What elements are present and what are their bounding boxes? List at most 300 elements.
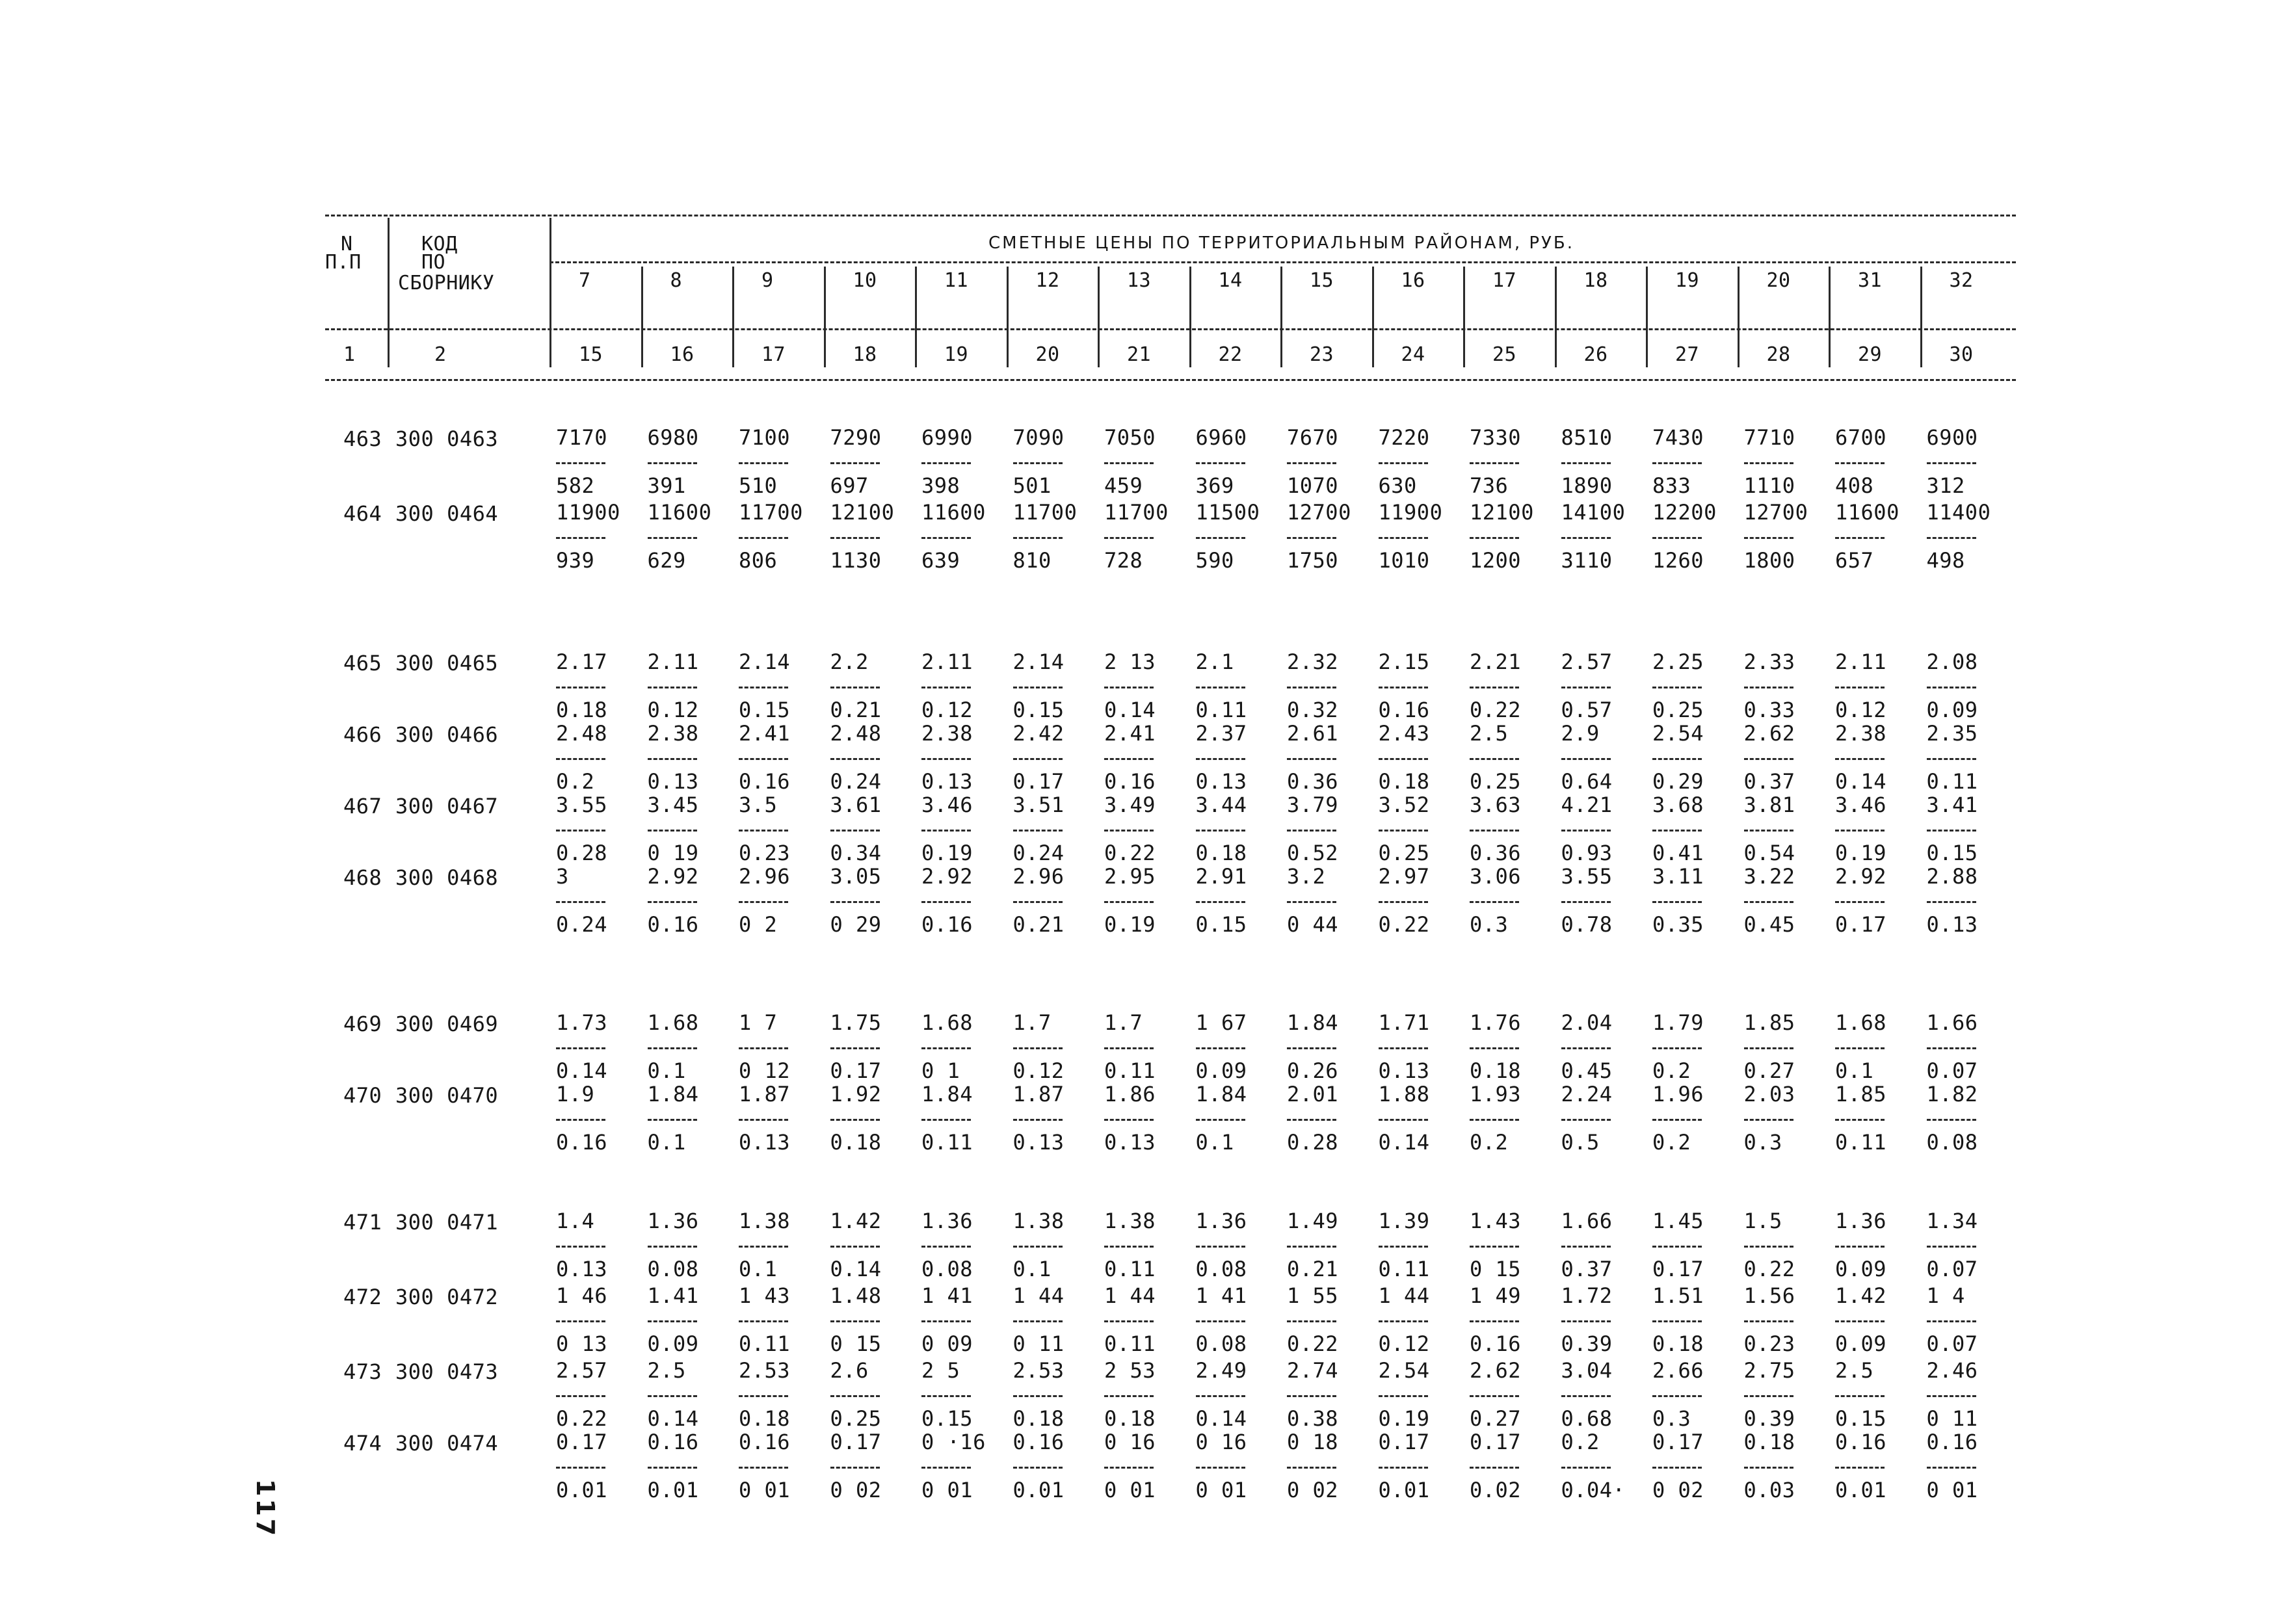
fraction-divider [1104, 1467, 1154, 1469]
price-value: 0.16 [739, 1430, 791, 1454]
fraction-divider [1013, 687, 1063, 688]
district-col-separator [732, 267, 734, 367]
district-number: 13 [1127, 269, 1152, 292]
fraction-divider [1561, 901, 1611, 903]
price-value: 7220 [1378, 425, 1430, 450]
wage-value: 0.16 [1378, 698, 1430, 722]
fraction-divider [1652, 758, 1702, 760]
fraction-divider [1196, 1467, 1245, 1469]
fraction-divider [1835, 1119, 1885, 1121]
price-value: 1.36 [1195, 1209, 1247, 1233]
price-value: 2.37 [1195, 721, 1247, 746]
price-value: 2 5 [921, 1358, 960, 1383]
wage-value: 0.09 [1926, 698, 1978, 722]
fraction-divider [739, 462, 788, 464]
fraction-divider [921, 1119, 971, 1121]
item-number: 467 [343, 794, 382, 819]
wage-value: 590 [1195, 548, 1234, 573]
price-value: 1.82 [1926, 1082, 1978, 1107]
wage-value: 0.18 [1378, 769, 1430, 794]
price-value: 6960 [1195, 425, 1247, 450]
fraction-divider [1744, 830, 1793, 832]
price-value: 1 41 [921, 1283, 973, 1308]
fraction-divider [556, 1320, 605, 1322]
price-value: 7670 [1287, 425, 1339, 450]
price-value: 2.92 [921, 864, 973, 889]
wage-value: 408 [1835, 473, 1874, 498]
fraction-divider [556, 1119, 605, 1121]
wage-value: 0.14 [1378, 1130, 1430, 1155]
fraction-divider [556, 687, 605, 688]
column-number: 25 [1492, 343, 1517, 366]
price-value: 1.36 [921, 1209, 973, 1233]
price-value: 1.85 [1743, 1010, 1795, 1035]
price-value: 2.75 [1743, 1358, 1795, 1383]
district-col-separator [1189, 267, 1191, 367]
wage-value: 0.17 [1012, 769, 1065, 794]
price-value: 1.84 [647, 1082, 699, 1107]
wage-value: 0.17 [1835, 912, 1887, 937]
price-value: 3.45 [647, 792, 699, 817]
price-value: 0 16 [1195, 1430, 1247, 1454]
wage-value: 0.28 [556, 841, 608, 865]
price-value: 1.96 [1652, 1082, 1704, 1107]
wage-value: 510 [739, 473, 778, 498]
fraction-divider [1013, 758, 1063, 760]
district-number: 10 [853, 269, 877, 292]
wage-value: 1260 [1652, 548, 1704, 573]
price-value: 2.1 [1195, 649, 1234, 674]
price-value: 0.17 [1470, 1430, 1522, 1454]
price-value: 2.5 [1835, 1358, 1874, 1383]
district-number: 7 [579, 269, 591, 292]
price-value: 1.36 [647, 1209, 699, 1233]
fraction-divider [1561, 462, 1611, 464]
header-top-rule [325, 215, 2016, 216]
fraction-divider [1561, 830, 1611, 832]
wage-value: 0.11 [1104, 1058, 1156, 1083]
price-value: 2.03 [1743, 1082, 1795, 1107]
wage-value: 0.12 [1012, 1058, 1065, 1083]
district-col-separator [1372, 267, 1374, 367]
district-number: 12 [1035, 269, 1060, 292]
fraction-divider [921, 1395, 971, 1397]
price-value: 2 53 [1104, 1358, 1156, 1383]
col-kod-label-2: ПО [421, 251, 446, 274]
wage-value: 0.13 [1012, 1130, 1065, 1155]
wage-value: 0.52 [1287, 841, 1339, 865]
wage-value: 736 [1470, 473, 1509, 498]
price-value: 1.92 [830, 1082, 882, 1107]
price-value: 1.71 [1378, 1010, 1430, 1035]
fraction-divider [1561, 1119, 1611, 1121]
wage-value: 0.34 [830, 841, 882, 865]
wage-value: 0.01 [1378, 1478, 1430, 1502]
fraction-divider [1379, 901, 1428, 903]
wage-value: 0.09 [1835, 1331, 1887, 1356]
wage-value: 629 [647, 548, 686, 573]
fraction-divider [648, 1320, 697, 1322]
price-value: 3.49 [1104, 792, 1156, 817]
wage-value: 0.36 [1287, 769, 1339, 794]
wage-value: 0.13 [1926, 912, 1978, 937]
fraction-divider [739, 901, 788, 903]
item-code: 300 0468 [395, 865, 499, 890]
col-np-label-1: N [341, 233, 353, 255]
fraction-divider [1470, 1395, 1519, 1397]
price-value: 2.15 [1378, 649, 1430, 674]
fraction-divider [1652, 537, 1702, 539]
district-number: 14 [1218, 269, 1243, 292]
fraction-divider [1927, 1467, 1976, 1469]
fraction-divider [1379, 830, 1428, 832]
header-title-rule [549, 261, 2016, 263]
item-code: 300 0469 [395, 1012, 499, 1036]
column-number: 21 [1127, 343, 1152, 366]
item-code: 300 0470 [395, 1083, 499, 1108]
price-value: 1 67 [1195, 1010, 1247, 1035]
price-value: 1.42 [830, 1209, 882, 1233]
wage-value: 0.45 [1561, 1058, 1613, 1083]
fraction-divider [1287, 1467, 1336, 1469]
wage-value: 639 [921, 548, 960, 573]
price-value: 3.51 [1012, 792, 1065, 817]
wage-value: 0 19 [647, 841, 699, 865]
item-code: 300 0466 [395, 722, 499, 747]
fraction-divider [1104, 1320, 1154, 1322]
price-value: 1 44 [1104, 1283, 1156, 1308]
district-col-separator [1920, 267, 1922, 367]
price-value: 3.55 [556, 792, 608, 817]
price-value: 2.53 [739, 1358, 791, 1383]
wage-value: 0.22 [556, 1406, 608, 1431]
price-value: 2.11 [647, 649, 699, 674]
price-value: 2.95 [1104, 864, 1156, 889]
district-number: 8 [670, 269, 683, 292]
price-value: 1 41 [1195, 1283, 1247, 1308]
fraction-divider [1561, 1395, 1611, 1397]
wage-value: 0.11 [1378, 1257, 1430, 1281]
price-value: 2.74 [1287, 1358, 1339, 1383]
wage-value: 0.08 [1195, 1331, 1247, 1356]
wage-value: 0.14 [556, 1058, 608, 1083]
price-value: 6700 [1835, 425, 1887, 450]
price-value: 1.68 [1835, 1010, 1887, 1035]
fraction-divider [1196, 1047, 1245, 1049]
fraction-divider [1287, 830, 1336, 832]
wage-value: 0.17 [830, 1058, 882, 1083]
wage-value: 0 11 [1012, 1331, 1065, 1356]
price-value: 3.81 [1743, 792, 1795, 817]
fraction-divider [1104, 830, 1154, 832]
price-value: 2.38 [921, 721, 973, 746]
price-value: 1.93 [1470, 1082, 1522, 1107]
wage-value: 3110 [1561, 548, 1613, 573]
fraction-divider [1927, 1395, 1976, 1397]
fraction-divider [1013, 830, 1063, 832]
wage-value: 0.13 [1104, 1130, 1156, 1155]
fraction-divider [1104, 901, 1154, 903]
fraction-divider [1744, 1047, 1793, 1049]
fraction-divider [1196, 687, 1245, 688]
price-value: 11700 [739, 500, 803, 525]
fraction-divider [1196, 1246, 1245, 1248]
price-value: 11500 [1195, 500, 1260, 525]
price-value: 2.92 [647, 864, 699, 889]
price-value: 1.84 [921, 1082, 973, 1107]
wage-value: 0.19 [1378, 1406, 1430, 1431]
wage-value: 0.18 [1195, 841, 1247, 865]
wage-value: 0.22 [1743, 1257, 1795, 1281]
item-code: 300 0467 [395, 794, 499, 819]
wage-value: 582 [556, 473, 595, 498]
wage-value: 0.28 [1287, 1130, 1339, 1155]
fraction-divider [1470, 901, 1519, 903]
fraction-divider [556, 830, 605, 832]
wage-value: 498 [1926, 548, 1965, 573]
item-code: 300 0464 [395, 501, 499, 526]
price-value: 11600 [921, 500, 986, 525]
fraction-divider [1013, 1395, 1063, 1397]
price-value: 1 46 [556, 1283, 608, 1308]
wage-value: 0.5 [1561, 1130, 1600, 1155]
fraction-divider [648, 1467, 697, 1469]
price-value: 3.55 [1561, 864, 1613, 889]
wage-value: 0 12 [739, 1058, 791, 1083]
wage-value: 0.1 [1012, 1257, 1052, 1281]
price-value: 1.4 [556, 1209, 595, 1233]
fraction-divider [1744, 1320, 1793, 1322]
fraction-divider [1835, 901, 1885, 903]
fraction-divider [830, 1320, 880, 1322]
wage-value: 728 [1104, 548, 1143, 573]
price-value: 2.04 [1561, 1010, 1613, 1035]
column-number: 29 [1858, 343, 1883, 366]
fraction-divider [1013, 1320, 1063, 1322]
price-value: 1.7 [1012, 1010, 1052, 1035]
wage-value: 0.12 [647, 698, 699, 722]
price-value: 2.91 [1195, 864, 1247, 889]
fraction-divider [739, 830, 788, 832]
price-value: 0 ·16 [921, 1430, 986, 1454]
price-value: 2.49 [1195, 1358, 1247, 1383]
price-value: 8510 [1561, 425, 1613, 450]
column-number: 28 [1766, 343, 1791, 366]
price-value: 1.48 [830, 1283, 882, 1308]
wage-value: 0.01 [1835, 1478, 1887, 1502]
price-value: 7710 [1743, 425, 1795, 450]
wage-value: 0.57 [1561, 698, 1613, 722]
fraction-divider [648, 1047, 697, 1049]
price-value: 2.17 [556, 649, 608, 674]
wage-value: 0.2 [1652, 1130, 1691, 1155]
column-number: 27 [1675, 343, 1700, 366]
wage-value: 0 01 [739, 1478, 791, 1502]
wage-value: 0.16 [739, 769, 791, 794]
price-value: 3.44 [1195, 792, 1247, 817]
price-value: 2.01 [1287, 1082, 1339, 1107]
item-number: 469 [343, 1012, 382, 1036]
price-value: 1.51 [1652, 1283, 1704, 1308]
fraction-divider [1287, 901, 1336, 903]
fraction-divider [1744, 1246, 1793, 1248]
wage-value: 0.18 [1104, 1406, 1156, 1431]
page-number: 117 [251, 1479, 280, 1539]
fraction-divider [1013, 1047, 1063, 1049]
price-value: 6900 [1926, 425, 1978, 450]
price-value: 2.14 [739, 649, 791, 674]
price-value: 1.73 [556, 1010, 608, 1035]
price-value: 2.14 [1012, 649, 1065, 674]
price-value: 3.05 [830, 864, 882, 889]
price-value: 2.5 [647, 1358, 686, 1383]
wage-value: 0.35 [1652, 912, 1704, 937]
price-value: 7050 [1104, 425, 1156, 450]
wage-value: 0 01 [921, 1478, 973, 1502]
wage-value: 697 [830, 473, 869, 498]
fraction-divider [1744, 1395, 1793, 1397]
price-value: 7330 [1470, 425, 1522, 450]
wage-value: 0.11 [1195, 698, 1247, 722]
wage-value: 833 [1652, 473, 1691, 498]
price-value: 12100 [1470, 500, 1534, 525]
district-number: 32 [1949, 269, 1974, 292]
wage-value: 459 [1104, 473, 1143, 498]
price-value: 3.61 [830, 792, 882, 817]
wage-value: 398 [921, 473, 960, 498]
wage-value: 0.13 [647, 769, 699, 794]
wage-value: 0.45 [1743, 912, 1795, 937]
price-value: 1.36 [1835, 1209, 1887, 1233]
price-value: 2.46 [1926, 1358, 1978, 1383]
item-code: 300 0474 [395, 1431, 499, 1456]
fraction-divider [1470, 1320, 1519, 1322]
header-sep-kod [549, 218, 551, 367]
wage-value: 0.13 [739, 1130, 791, 1155]
price-value: 2.92 [1835, 864, 1887, 889]
wage-value: 0.16 [647, 912, 699, 937]
fraction-divider [1652, 1395, 1702, 1397]
price-value: 2.62 [1470, 1358, 1522, 1383]
wage-value: 0.14 [830, 1257, 882, 1281]
wage-value: 0.16 [921, 912, 973, 937]
wage-value: 939 [556, 548, 595, 573]
price-value: 14100 [1561, 500, 1626, 525]
wage-value: 0 09 [921, 1331, 973, 1356]
fraction-divider [1744, 687, 1793, 688]
wage-value: 0.18 [830, 1130, 882, 1155]
fraction-divider [1835, 462, 1885, 464]
wage-value: 0.14 [1835, 769, 1887, 794]
wage-value: 0.01 [556, 1478, 608, 1502]
fraction-divider [1196, 1320, 1245, 1322]
fraction-divider [556, 1246, 605, 1248]
wage-value: 810 [1012, 548, 1052, 573]
wage-value: 0.25 [1378, 841, 1430, 865]
fraction-divider [1744, 537, 1793, 539]
price-value: 3.2 [1287, 864, 1326, 889]
wage-value: 0.13 [921, 769, 973, 794]
price-value: 3.06 [1470, 864, 1522, 889]
price-value: 7090 [1012, 425, 1065, 450]
fraction-divider [1561, 758, 1611, 760]
price-value: 3.46 [921, 792, 973, 817]
price-value: 2.11 [1835, 649, 1887, 674]
fraction-divider [921, 758, 971, 760]
fraction-divider [1287, 1047, 1336, 1049]
fraction-divider [1927, 830, 1976, 832]
wage-value: 1750 [1287, 548, 1339, 573]
wage-value: 0.11 [921, 1130, 973, 1155]
wage-value: 0.21 [830, 698, 882, 722]
wage-value: 0.18 [1012, 1406, 1065, 1431]
wage-value: 0.07 [1926, 1331, 1978, 1356]
wage-value: 0 02 [1287, 1478, 1339, 1502]
price-value: 3.22 [1743, 864, 1795, 889]
wage-value: 0.08 [1926, 1130, 1978, 1155]
fraction-divider [1196, 901, 1245, 903]
price-value: 11700 [1104, 500, 1169, 525]
price-value: 2.61 [1287, 721, 1339, 746]
fraction-divider [830, 1119, 880, 1121]
district-col-separator [1098, 267, 1100, 367]
item-code: 300 0463 [395, 426, 499, 451]
price-value: 11600 [1835, 500, 1899, 525]
fraction-divider [648, 758, 697, 760]
fraction-divider [1379, 1047, 1428, 1049]
fraction-divider [1104, 1119, 1154, 1121]
wage-value: 0 01 [1926, 1478, 1978, 1502]
column-number: 17 [761, 343, 786, 366]
wage-value: 0.3 [1652, 1406, 1691, 1431]
price-value: 1.7 [1104, 1010, 1143, 1035]
district-col-separator [641, 267, 643, 367]
fraction-divider [1835, 1246, 1885, 1248]
wage-value: 0.15 [1012, 698, 1065, 722]
price-value: 0.16 [1926, 1430, 1978, 1454]
wage-value: 1800 [1743, 548, 1795, 573]
price-value: 3.5 [739, 792, 778, 817]
fraction-divider [1927, 1119, 1976, 1121]
price-value: 11900 [1378, 500, 1443, 525]
column-number: 23 [1310, 343, 1334, 366]
fraction-divider [1470, 1047, 1519, 1049]
fraction-divider [830, 758, 880, 760]
price-value: 11900 [556, 500, 620, 525]
fraction-divider [1287, 1119, 1336, 1121]
price-value: 3.52 [1378, 792, 1430, 817]
fraction-divider [1196, 758, 1245, 760]
fraction-divider [1561, 687, 1611, 688]
fraction-divider [1561, 1246, 1611, 1248]
price-value: 2.54 [1378, 1358, 1430, 1383]
wage-value: 501 [1012, 473, 1052, 498]
price-value: 2.54 [1652, 721, 1704, 746]
price-value: 6990 [921, 425, 973, 450]
price-value: 3.79 [1287, 792, 1339, 817]
wage-value: 0.07 [1926, 1257, 1978, 1281]
fraction-divider [1196, 462, 1245, 464]
district-number: 16 [1401, 269, 1425, 292]
wage-value: 312 [1926, 473, 1965, 498]
price-value: 1.43 [1470, 1209, 1522, 1233]
fraction-divider [921, 1320, 971, 1322]
fraction-divider [1287, 537, 1336, 539]
price-value: 2.48 [556, 721, 608, 746]
wage-value: 0.78 [1561, 912, 1613, 937]
fraction-divider [648, 537, 697, 539]
wage-value: 0.25 [1652, 698, 1704, 722]
